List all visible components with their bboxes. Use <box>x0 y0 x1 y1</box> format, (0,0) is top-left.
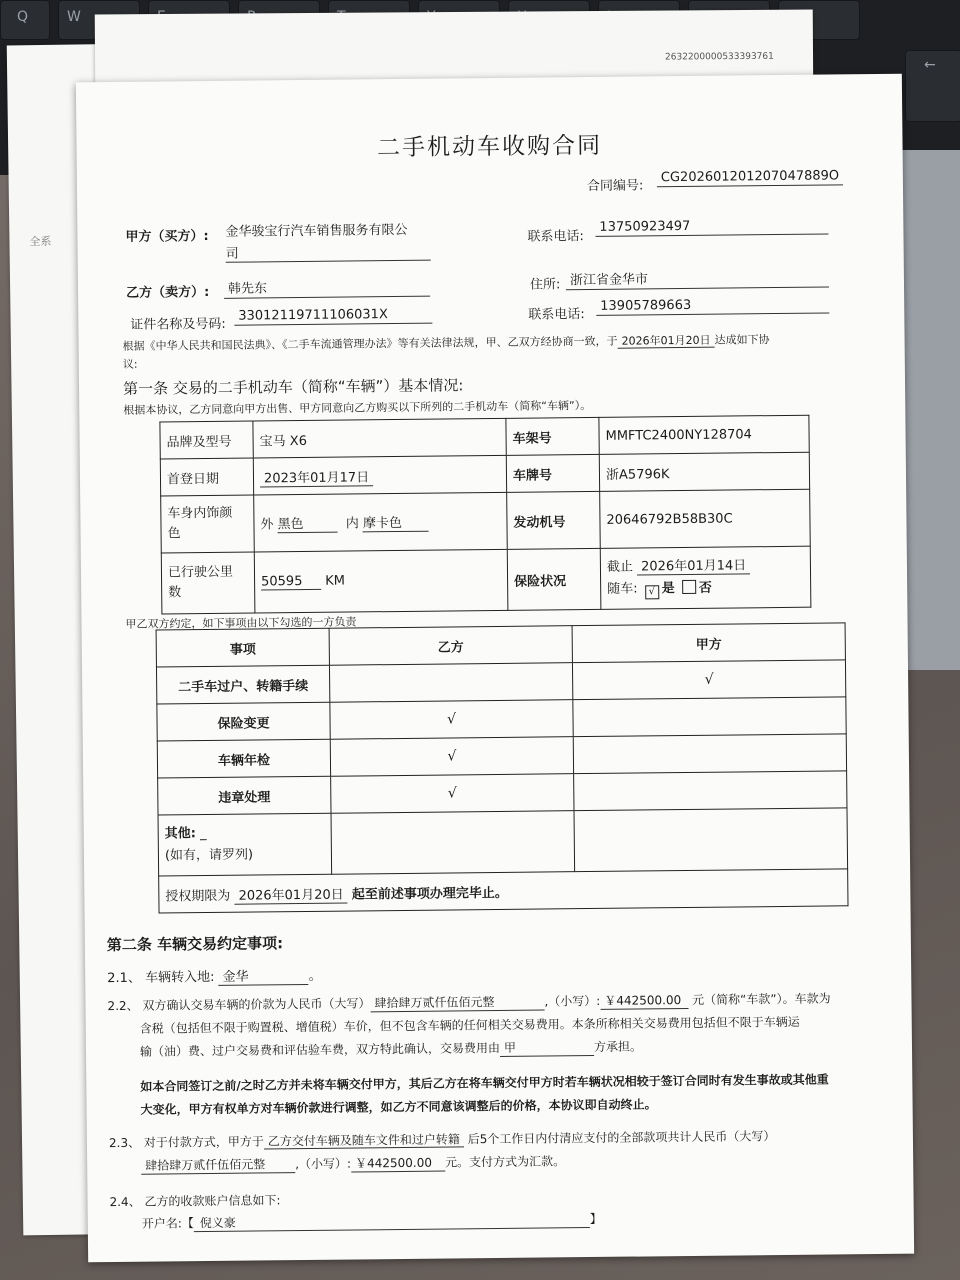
account-name-end: 】 <box>589 1211 602 1227</box>
clause-text: 元。支付方式为汇款。 <box>444 1154 566 1170</box>
adjustment-clause-cont: 大变化，甲方有权单方对车辆价款进行调整，如乙方不同意该调整后的价格，本协议即自动终止。 <box>140 1097 657 1117</box>
clause-text: ,（小写）: <box>295 1156 352 1172</box>
party-a-check <box>574 771 847 811</box>
clause-number: 2.3、 <box>108 1135 141 1151</box>
keyboard-key <box>0 0 50 40</box>
party-a-check <box>573 734 846 774</box>
plate-label: 车牌号 <box>506 454 599 492</box>
party-b-other <box>331 811 575 875</box>
reg-date-label: 首登日期 <box>160 458 253 496</box>
clause-2-2 <box>107 990 830 1016</box>
key-label: W <box>67 9 81 25</box>
clause-number: 2.4、 <box>109 1194 141 1210</box>
other-label: 其他: <box>164 826 196 842</box>
mileage-label: 已行驶公里 <box>167 564 234 581</box>
price-amount: ￥442500.00 <box>600 991 688 1010</box>
party-b-phone: 13905789663 <box>596 296 829 315</box>
payment-amount: ￥442500.00 <box>351 1154 445 1173</box>
contract-number-label: 合同编号: <box>586 178 644 195</box>
backspace-icon: ← <box>924 57 936 73</box>
authorization-date: 2026年01月20日 <box>234 887 347 904</box>
preamble-cont: 议: <box>122 357 138 371</box>
mileage-value: 50595 <box>261 574 321 591</box>
party-a-name-cont: 司 <box>226 241 431 263</box>
plate-value: 浙A5796K <box>599 452 809 491</box>
reg-date-value: 2023年01月17日 <box>260 470 373 487</box>
insurance-label: 保险状况 <box>507 548 601 610</box>
preamble-text-end: 达成如下协 <box>714 333 770 347</box>
mileage-unit: KM <box>325 573 346 589</box>
color-label-cell <box>161 495 255 553</box>
article1-intro: 根据本协议，乙方同意向甲方出售、甲方同意向乙方购买以下所列的二手机动车（简称“车辆”）。 <box>123 398 592 417</box>
vehicle-info-table <box>159 415 811 615</box>
table-row <box>158 808 848 876</box>
account-name: 倪义豪 <box>194 1210 590 1232</box>
responsibility-intro: 甲乙双方约定，如下事项由以下勾选的一方负责 <box>125 615 357 631</box>
no-label: 否 <box>698 580 712 596</box>
clause-number: 2.1、 <box>107 970 141 987</box>
clause-text: 车辆转入地: <box>144 969 215 986</box>
clause-text: 对于付款方式，甲方于 <box>143 1134 264 1150</box>
party-b-name: 韩先东 <box>224 276 430 299</box>
contract-page <box>76 74 914 1263</box>
item-cell: 二手车过户、转籍手续 <box>156 665 329 704</box>
clause-text: 方承担。 <box>593 1039 643 1054</box>
account-name-row <box>142 1210 602 1233</box>
clause-2-2-line2: 含税（包括但不限于购置税、增值税）车价，但不包含车辆的任何相关交易费用。本条所称相关交易费用包括但不限于车辆运 <box>139 1014 800 1036</box>
other-value: _ <box>199 826 207 842</box>
payment-capital: 肆拾肆万贰仟伍佰元整 <box>141 1155 295 1175</box>
account-name-label: 开户名:【 <box>141 1216 194 1231</box>
item-cell: 车辆年检 <box>157 739 330 778</box>
clause-end: 。 <box>308 968 322 984</box>
item-cell: 违章处理 <box>158 776 331 815</box>
table-row <box>161 489 811 553</box>
backspace-key <box>905 50 960 122</box>
party-b-check: √ <box>330 700 573 740</box>
party-a-check: √ <box>572 660 845 700</box>
price-capital: 肆拾肆万贰仟伍佰元整 <box>370 993 544 1013</box>
back-sheet-number: 2632200000533393761 <box>665 51 774 63</box>
other-hint: (如有，请罗列) <box>164 847 254 864</box>
back-sheet-side-text: 全系 <box>29 234 52 249</box>
fee-party: 甲 <box>500 1038 594 1057</box>
preamble-text: 根据《中华人民共和国民法典》、《二手车流通管理办法》等有关法律法规，甲、乙双方经协商一致，于 <box>122 334 618 353</box>
engine-value: 20646792B58B30C <box>600 489 811 548</box>
insurance-until: 2026年01月14日 <box>637 558 750 575</box>
clause-2-4 <box>109 1191 280 1210</box>
clause-2-3-line2 <box>141 1152 565 1174</box>
exterior-color: 黑色 <box>278 513 338 534</box>
exterior-prefix: 外 <box>260 517 274 533</box>
party-b-check <box>329 663 572 703</box>
party-b-check: √ <box>331 774 574 814</box>
party-a-check <box>573 697 846 737</box>
adjustment-clause: 如本合同签订之前/之时乙方并未将车辆交付甲方，其后乙方在将车辆交付甲方时若车辆状况相较于签订合同时有发生事故或其他重 <box>140 1072 829 1094</box>
party-a-label: 甲方（买方）: <box>125 228 209 245</box>
mileage-label-cell <box>161 552 255 614</box>
table-row <box>161 546 811 614</box>
authorization-cell <box>159 869 848 913</box>
yes-label: 是 <box>661 581 675 597</box>
column-header-party-a: 甲方 <box>572 623 845 663</box>
clause-text: 元（简称“车款”）。车款为 <box>692 991 831 1007</box>
party-a-phone-label: 联系电话: <box>527 229 584 245</box>
address-label: 住所: <box>529 277 561 293</box>
destination-value: 金华 <box>218 965 308 986</box>
payment-condition: 乙方交付车辆及随车文件和过户转籍 <box>264 1132 464 1149</box>
party-b-check: √ <box>330 737 573 777</box>
engine-label: 发动机号 <box>507 491 601 549</box>
preamble <box>123 331 770 354</box>
preamble-date: 2026年01月20日 <box>618 334 715 349</box>
color-label: 车身内饰颜 <box>167 505 233 522</box>
party-b-phone-label: 联系电话: <box>528 307 585 323</box>
mileage-cell <box>254 549 508 613</box>
item-cell: 保险变更 <box>157 702 330 741</box>
mileage-label-cont: 数 <box>168 585 182 601</box>
party-a-phone: 13750923497 <box>595 217 828 236</box>
clause-2-1 <box>107 965 322 987</box>
vin-value: MMFTC2400NY128704 <box>599 415 809 454</box>
address: 浙江省金华市 <box>566 266 829 290</box>
color-label-cont: 色 <box>167 526 181 542</box>
clause-text: 输（油）费、过户交易费和评估验车费，双方特此确认，交易费用由 <box>139 1040 501 1059</box>
interior-color: 摩卡色 <box>363 512 429 533</box>
clause-text: 后5个工作日内付清应支付的全部款项共计人民币（大写） <box>467 1129 776 1147</box>
party-b-label: 乙方（卖方）: <box>125 284 210 301</box>
clause-2-3 <box>109 1127 776 1151</box>
clause-text: 双方确认交易车辆的价款为人民币（大写） <box>142 996 371 1013</box>
responsibility-table <box>156 622 849 913</box>
vin-label: 车架号 <box>506 417 599 455</box>
insurance-with-car: 随车: <box>607 581 638 597</box>
column-header-party-b: 乙方 <box>329 626 572 666</box>
reg-date-cell <box>253 455 506 495</box>
party-a-other <box>574 808 848 872</box>
brand-label: 品牌及型号 <box>160 421 253 459</box>
clause-2-2-line3 <box>140 1037 642 1060</box>
brand-value: 宝马 X6 <box>253 418 506 458</box>
clause-text: 乙方的收款账户信息如下: <box>144 1193 281 1209</box>
article2-title: 第二条 车辆交易约定事项: <box>106 934 284 955</box>
table-row <box>159 869 848 913</box>
article1-title: 第一条 交易的二手机动车（简称“车辆”）基本情况: <box>122 376 464 398</box>
other-cell <box>158 813 332 876</box>
key-label: Q <box>17 9 29 25</box>
authorization-suffix: 起至前述事项办理完毕止。 <box>351 885 508 903</box>
contract-number: CG202601201207047889O <box>657 168 843 187</box>
column-header-item: 事项 <box>156 628 329 667</box>
party-a-name: 金华骏宝行汽车销售服务有限公 <box>225 222 408 240</box>
color-cell <box>254 492 508 552</box>
page-title: 二手机动车收购合同 <box>376 132 603 162</box>
checkbox-yes: √ <box>645 585 659 599</box>
authorization-label: 授权期限为 <box>165 888 231 904</box>
interior-prefix: 内 <box>345 516 359 532</box>
clause-text: ,（小写）: <box>544 993 601 1009</box>
insurance-cell <box>600 546 811 609</box>
checkbox-no <box>682 580 696 594</box>
clause-number: 2.2、 <box>107 998 139 1014</box>
id-number: 33012119711106031X <box>234 307 432 326</box>
insurance-until-prefix: 截止 <box>606 559 634 575</box>
id-label: 证件名称及号码: <box>130 316 226 333</box>
